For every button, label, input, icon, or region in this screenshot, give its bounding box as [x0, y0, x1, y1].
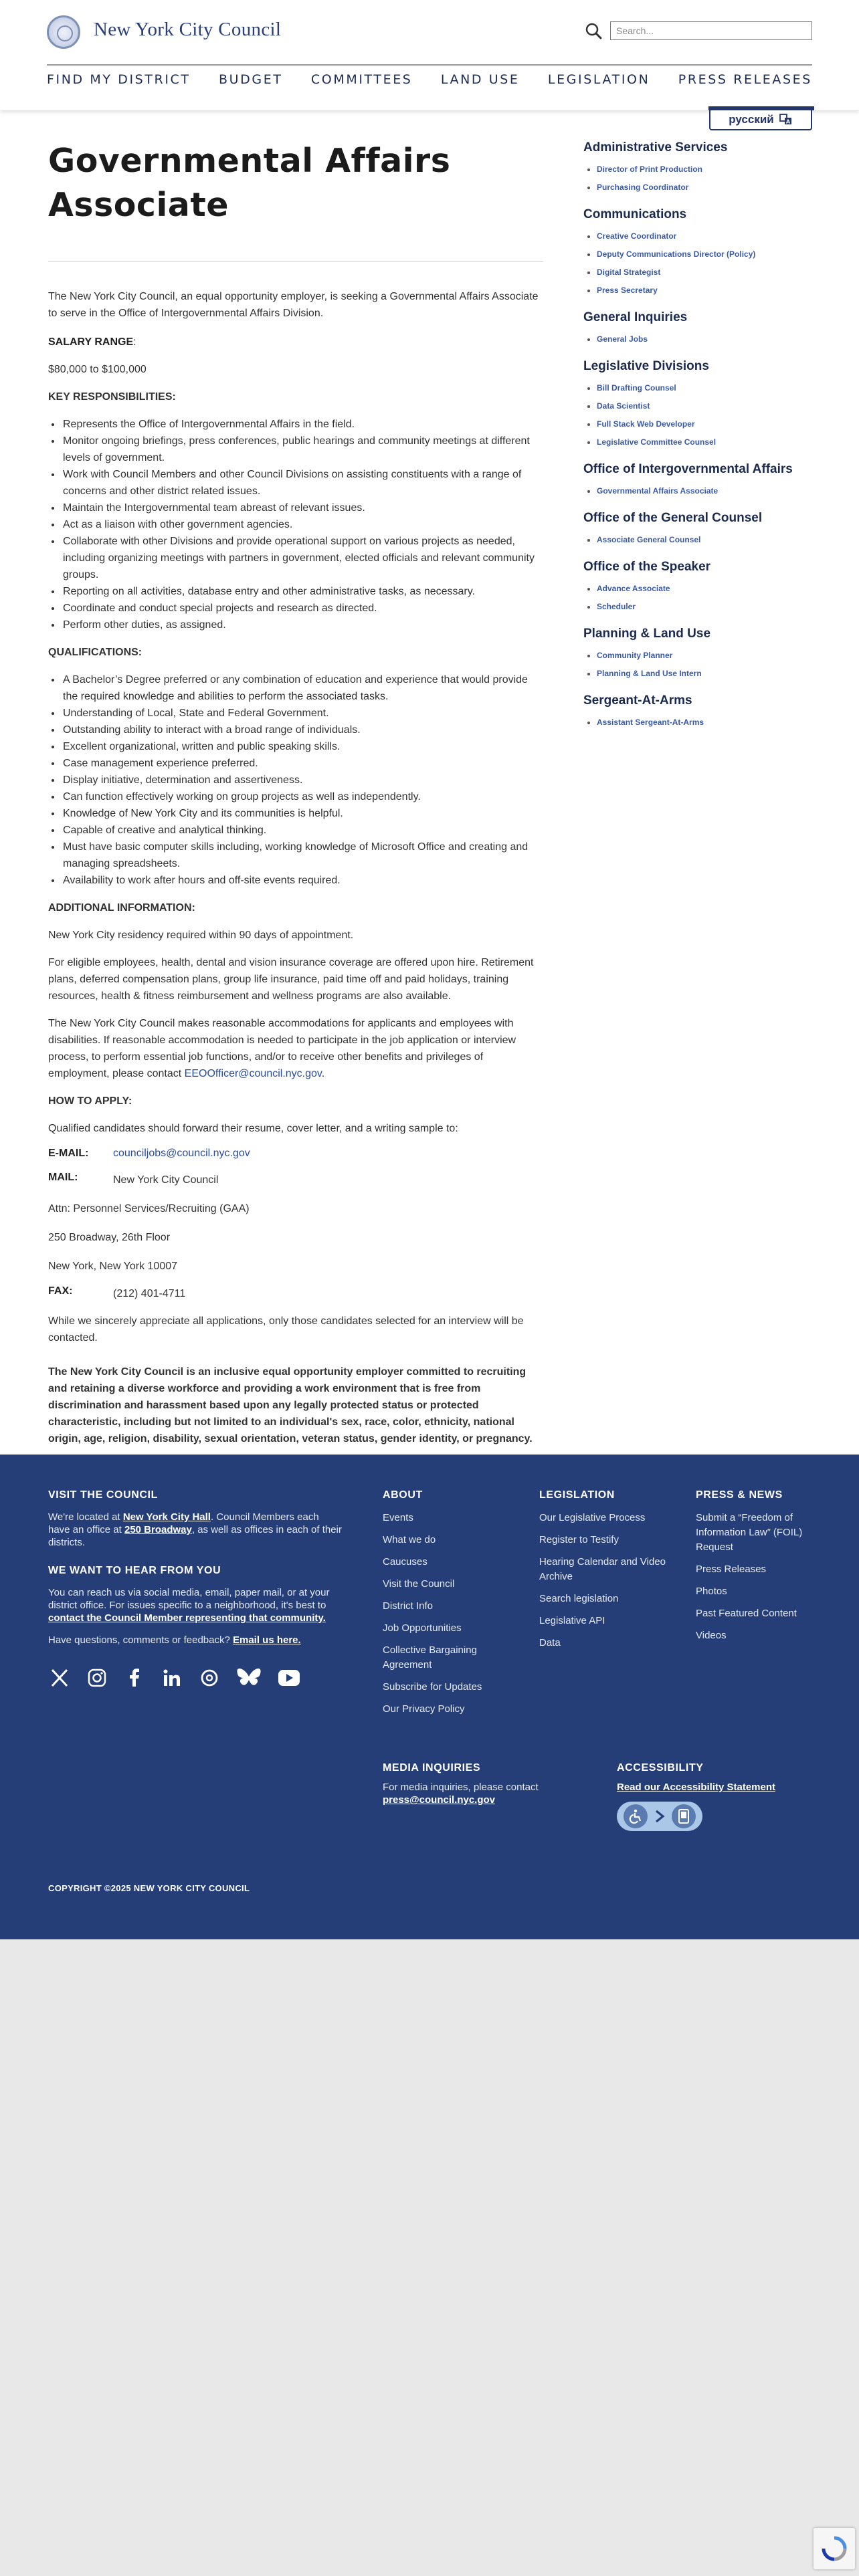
salary-heading — [48, 334, 543, 350]
responsibility-item: • Maintain the Intergovernmental team abreast of relevant issues. — [62, 500, 543, 516]
sidebar-job-list — [583, 330, 814, 348]
footer-press-link[interactable]: Photos — [696, 1586, 727, 1597]
visit-text-3: , as well as offices in each of their districts. — [48, 1524, 342, 1548]
social-links — [48, 1667, 343, 1689]
footer-press-link[interactable]: Past Featured Content — [696, 1608, 797, 1619]
qualification-item: • Display initiative, determination and assertiveness. — [62, 772, 543, 788]
sidebar-job-link[interactable]: • Advance Associate — [597, 580, 814, 598]
sidebar-group — [583, 510, 814, 549]
fax-row — [48, 1285, 543, 1302]
sidebar-job-link[interactable]: • Bill Drafting Counsel — [597, 379, 814, 397]
bluesky-icon[interactable] — [235, 1667, 262, 1689]
translate-icon — [779, 114, 793, 126]
sidebar-group-heading: General Inquiries — [583, 310, 688, 324]
job-sidebar — [583, 139, 814, 741]
qualifications-list — [62, 671, 543, 889]
accommodations-body: The New York City Council makes reasonable accommodations for applicants and employees with disabilities. If reasonable accommodation is needed to participate in the job application or interview process, to perform essential job functions, and/or to receive other benefits and privileges of employment, please contact — [48, 1018, 516, 1079]
footer-visit-text — [48, 1511, 343, 1549]
sidebar-job-list — [583, 531, 814, 549]
qualification-item: • Outstanding ability to interact with a broad range of individuals. — [62, 722, 543, 738]
search-icon[interactable] — [585, 22, 602, 39]
footer-legislation-link[interactable]: Legislative API — [539, 1615, 605, 1626]
sidebar-job-link[interactable]: • Planning & Land Use Intern — [597, 665, 814, 683]
sidebar-job-link[interactable]: • Purchasing Coordinator — [597, 179, 814, 197]
responsibilities-label: KEY RESPONSIBILITIES: — [48, 391, 176, 403]
job-posting — [48, 139, 543, 1447]
closing-text: While we sincerely appreciate all applications, only those candidates selected for an interview will be contacted. — [48, 1315, 524, 1344]
sidebar-group — [583, 692, 814, 732]
footer-about-link[interactable]: Collective Bargaining Agreement — [383, 1644, 477, 1671]
footer-a11y-heading: ACCESSIBILITY — [617, 1762, 704, 1774]
nav-find-my-district[interactable]: FIND MY DISTRICT — [47, 72, 191, 87]
jobs-email-link[interactable]: counciljobs@council.nyc.gov — [113, 1148, 250, 1159]
responsibility-item: • Work with Council Members and other Council Divisions on assisting constituents with a range of concerns and other district related issues. — [62, 466, 543, 500]
qualification-item: • Availability to work after hours and off-site events required. — [62, 872, 543, 889]
sidebar-job-list — [583, 482, 814, 500]
sidebar-group-heading: Sergeant-At-Arms — [583, 693, 692, 708]
threads-icon[interactable] — [198, 1667, 221, 1689]
sidebar-job-link[interactable]: • General Jobs — [597, 330, 814, 348]
sidebar-job-link[interactable]: • Scheduler — [597, 598, 814, 616]
site-title[interactable]: New York City Council — [94, 19, 282, 40]
sidebar-job-link[interactable]: • Digital Strategist — [597, 263, 814, 282]
footer-legislation — [539, 1489, 666, 1658]
contact-member-link[interactable]: contact the Council Member representing that community. — [48, 1612, 326, 1624]
footer-hear-heading: WE WANT TO HEAR FROM YOU — [48, 1565, 221, 1576]
sidebar-job-link[interactable]: • Associate General Counsel — [597, 531, 814, 549]
footer-press-link[interactable]: Videos — [696, 1630, 727, 1641]
qualification-item: • Can function effectively working on group projects as well as independently. — [62, 788, 543, 805]
sidebar-job-list — [583, 227, 814, 300]
accommodations-period: . — [321, 1068, 325, 1079]
mail-row — [48, 1172, 543, 1188]
sidebar-job-list — [583, 647, 814, 683]
sidebar-job-link[interactable]: • Creative Coordinator — [597, 227, 814, 245]
qualification-item: • Must have basic computer skills including, working knowledge of Microsoft Office and creating and managing spreadsheets. — [62, 839, 543, 872]
sidebar-group-heading: Legislative Divisions — [583, 359, 709, 373]
eeo-email-link[interactable]: EEOOfficer@council.nyc.gov — [184, 1068, 322, 1079]
sidebar-job-link[interactable]: • Full Stack Web Developer — [597, 415, 814, 433]
sidebar-group-heading: Administrative Services — [583, 140, 728, 154]
instagram-icon[interactable] — [86, 1667, 108, 1689]
recaptcha-icon — [821, 2535, 848, 2562]
sidebar-group-heading: Planning & Land Use — [583, 627, 711, 641]
fax-value: (212) 401-4711 — [113, 1288, 186, 1299]
sidebar-job-link[interactable]: • Press Secretary — [597, 282, 814, 300]
qualification-item: • Case management experience preferred. — [62, 755, 543, 772]
sidebar-job-link[interactable]: • Legislative Committee Counsel — [597, 433, 814, 451]
footer-about-links — [383, 1511, 516, 1717]
nav-land-use[interactable]: LAND USE — [440, 72, 520, 87]
footer-visit — [48, 1489, 343, 1689]
responsibility-item: • Represents the Office of Intergovernmental Affairs in the field. — [62, 416, 543, 433]
apply-text: Qualified candidates should forward their resume, cover letter, and a writing sample to: — [48, 1123, 458, 1134]
footer-media-heading: MEDIA INQUIRIES — [383, 1762, 481, 1774]
footer-about-link[interactable]: Subscribe for Updates — [383, 1681, 482, 1693]
council-seal-logo[interactable] — [47, 15, 80, 49]
sidebar-group — [583, 206, 814, 300]
sidebar-job-link[interactable]: • Assistant Sergeant-At-Arms — [597, 714, 814, 732]
footer-feedback — [48, 1634, 343, 1646]
responsibilities-list — [62, 416, 543, 633]
sidebar-job-list — [583, 714, 814, 732]
sidebar-job-list — [583, 160, 814, 197]
sidebar-group-heading: Office of the Speaker — [583, 560, 711, 574]
page-title: Governmental Affairs Associate — [48, 142, 451, 224]
language-button[interactable] — [709, 110, 812, 130]
sidebar-job-link[interactable]: • Community Planner — [597, 647, 814, 665]
sidebar-job-list — [583, 580, 814, 616]
salary-colon: : — [133, 336, 136, 348]
nav-press-releases[interactable]: PRESS RELEASES — [678, 72, 812, 87]
footer-legislation-links — [539, 1511, 666, 1650]
sidebar-group-heading: Office of Intergovernmental Affairs — [583, 462, 793, 476]
footer-about-link[interactable]: District Info — [383, 1600, 434, 1612]
accessibility-badge[interactable] — [617, 1802, 702, 1831]
site-footer — [0, 1455, 859, 1939]
email-label: E-MAIL: — [48, 1148, 89, 1159]
accommodations-text — [48, 1015, 543, 1082]
sidebar-group — [583, 558, 814, 616]
footer-press-link[interactable]: Submit a “Freedom of Information Law” (FOIL) Request — [696, 1512, 803, 1553]
copyright: COPYRIGHT ©2025 NEW YORK CITY COUNCIL — [48, 1883, 250, 1893]
qualification-item: • Capable of creative and analytical thinking. — [62, 822, 543, 839]
eeo-statement: The New York City Council is an inclusive equal opportunity employer committed to recruiting and retaining a diverse workforce and providing a work environment that is free from discrimination and harassment based upon any legally protected status or protected characteristic, including but not limited to an individual's sex, race, color, ethnicity, national origin, age, religion, disability, sexual orientation, veteran status, gender identity, or pregnancy. — [48, 1366, 533, 1444]
responsibility-item: • Reporting on all activities, database entry and other administrative tasks, as necessary. — [62, 583, 543, 600]
responsibility-item: • Coordinate and conduct special projects and research as directed. — [62, 600, 543, 617]
salary-label: SALARY RANGE — [48, 336, 134, 348]
footer-about-link[interactable]: Caucuses — [383, 1556, 427, 1568]
footer-visit-heading: VISIT THE COUNCIL — [48, 1489, 158, 1501]
email-us-link[interactable]: Email us here. — [232, 1634, 301, 1646]
wheelchair-icon — [624, 1804, 648, 1828]
feedback-text: Have questions, comments or feedback? — [48, 1634, 233, 1646]
sidebar-group-heading: Office of the General Counsel — [583, 511, 763, 525]
footer-legislation-link[interactable]: Search legislation — [539, 1593, 619, 1604]
mail-value: New York City Council — [113, 1174, 219, 1186]
site-header — [0, 0, 859, 110]
visit-text-2: . Council Members each have an office at — [48, 1511, 319, 1535]
language-label: русский — [729, 113, 774, 126]
qualification-item: • Knowledge of New York City and its communities is helpful. — [62, 805, 543, 822]
footer-about-link[interactable]: Visit the Council — [383, 1578, 455, 1590]
search-input[interactable] — [610, 21, 812, 40]
footer-legislation-heading: LEGISLATION — [539, 1489, 615, 1501]
mail-city: New York, New York 10007 — [48, 1261, 178, 1272]
nav-committees[interactable]: COMMITTEES — [310, 72, 413, 87]
sidebar-group — [583, 358, 814, 451]
sidebar-job-link[interactable]: • Data Scientist — [597, 397, 814, 415]
linkedin-icon[interactable] — [161, 1667, 183, 1689]
x-icon[interactable] — [48, 1667, 71, 1689]
recaptcha-badge[interactable] — [814, 2528, 855, 2569]
nav-budget[interactable]: BUDGET — [219, 72, 283, 87]
footer-legislation-link[interactable]: Hearing Calendar and Video Archive — [539, 1556, 666, 1582]
footer-press — [696, 1489, 816, 1650]
qualification-item: • A Bachelor’s Degree preferred or any combination of education and experience that would provide the required knowledge and abilities to perform the associated tasks. — [62, 671, 543, 705]
additional-info-label: ADDITIONAL INFORMATION: — [48, 902, 195, 914]
footer-press-links — [696, 1511, 816, 1643]
benefits-text: For eligible employees, health, dental and vision insurance coverage are offered upon hire. Retirement plans, deferred compensation plans, group life insurance, paid time off and paid holidays, training resources, health & fitness reimbursement and wellness programs are also available. — [48, 957, 534, 1002]
sidebar-job-link[interactable]: • Governmental Affairs Associate — [597, 482, 814, 500]
broadway-link[interactable]: 250 Broadway — [124, 1524, 192, 1535]
mail-attn: Attn: Personnel Services/Recruiting (GAA) — [48, 1203, 250, 1214]
accessibility-statement-link[interactable]: Read our Accessibility Statement — [617, 1782, 776, 1793]
footer-about-heading: ABOUT — [383, 1489, 423, 1501]
footer-legislation-link[interactable]: Data — [539, 1637, 561, 1648]
sidebar-job-list — [583, 379, 814, 451]
how-to-apply-label: HOW TO APPLY: — [48, 1095, 132, 1107]
responsibility-item: • Act as a liaison with other government agencies. — [62, 516, 543, 533]
job-intro: The New York City Council, an equal opportunity employer, is seeking a Governmental Affairs Associate to serve in the Office of Intergovernmental Affairs Division. — [48, 291, 539, 319]
nav-legislation[interactable]: LEGISLATION — [547, 72, 650, 87]
qualifications-label: QUALIFICATIONS: — [48, 647, 142, 658]
footer-about-link[interactable]: What we do — [383, 1534, 436, 1545]
salary-value: $80,000 to $100,000 — [48, 364, 147, 375]
arrow-right-icon — [652, 1809, 667, 1824]
youtube-icon[interactable] — [277, 1667, 301, 1689]
sidebar-group — [583, 139, 814, 197]
facebook-icon[interactable] — [123, 1667, 146, 1689]
footer-about-link[interactable]: Job Opportunities — [383, 1622, 462, 1634]
mail-label: MAIL: — [48, 1172, 78, 1183]
footer-legislation-link[interactable]: Register to Testify — [539, 1534, 619, 1545]
responsibility-item: • Perform other duties, as assigned. — [62, 617, 543, 633]
qualification-item: • Understanding of Local, State and Federal Government. — [62, 705, 543, 722]
hear-text: You can reach us via social media, email, paper mail, or at your district office. For issues specific to a neighborhood, it's best to — [48, 1587, 330, 1611]
media-text: For media inquiries, please contact — [383, 1782, 539, 1793]
footer-media — [383, 1762, 550, 1806]
footer-legislation-link[interactable]: Our Legislative Process — [539, 1512, 646, 1523]
footer-press-link[interactable]: Press Releases — [696, 1564, 767, 1575]
sidebar-group — [583, 309, 814, 348]
device-icon — [672, 1804, 696, 1828]
footer-about-link[interactable]: Events — [383, 1512, 413, 1523]
city-hall-link[interactable]: New York City Hall — [122, 1511, 211, 1523]
qualification-item: • Excellent organizational, written and public speaking skills. — [62, 738, 543, 755]
svg-text:A: A — [785, 118, 790, 125]
footer-about — [383, 1489, 516, 1724]
sidebar-job-link[interactable]: • Director of Print Production — [597, 160, 814, 179]
residency-text: New York City residency required within 90 days of appointment. — [48, 930, 354, 941]
sidebar-group-heading: Communications — [583, 207, 687, 221]
footer-about-link[interactable]: Our Privacy Policy — [383, 1703, 465, 1715]
main-nav — [47, 70, 812, 94]
footer-hear-text — [48, 1586, 343, 1624]
footer-press-heading: PRESS & NEWS — [696, 1489, 783, 1501]
fax-label: FAX: — [48, 1285, 73, 1297]
sidebar-job-link[interactable]: • Deputy Communications Director (Policy) — [597, 245, 814, 263]
sidebar-group — [583, 461, 814, 500]
responsibility-item: • Monitor ongoing briefings, press conferences, public hearings and community meetings at different levels of government. — [62, 433, 543, 466]
visit-text-1: We're located at — [48, 1511, 123, 1523]
responsibility-item: • Collaborate with other Divisions and provide operational support on various projects as needed, including organizing meetings with partners in government, elected officials and relevant community groups. — [62, 533, 543, 583]
footer-accessibility — [617, 1762, 804, 1831]
press-email-link[interactable]: press@council.nyc.gov — [383, 1794, 496, 1806]
email-row — [48, 1148, 543, 1160]
mail-street: 250 Broadway, 26th Floor — [48, 1232, 171, 1243]
nav-divider — [47, 64, 812, 66]
sidebar-group — [583, 625, 814, 683]
